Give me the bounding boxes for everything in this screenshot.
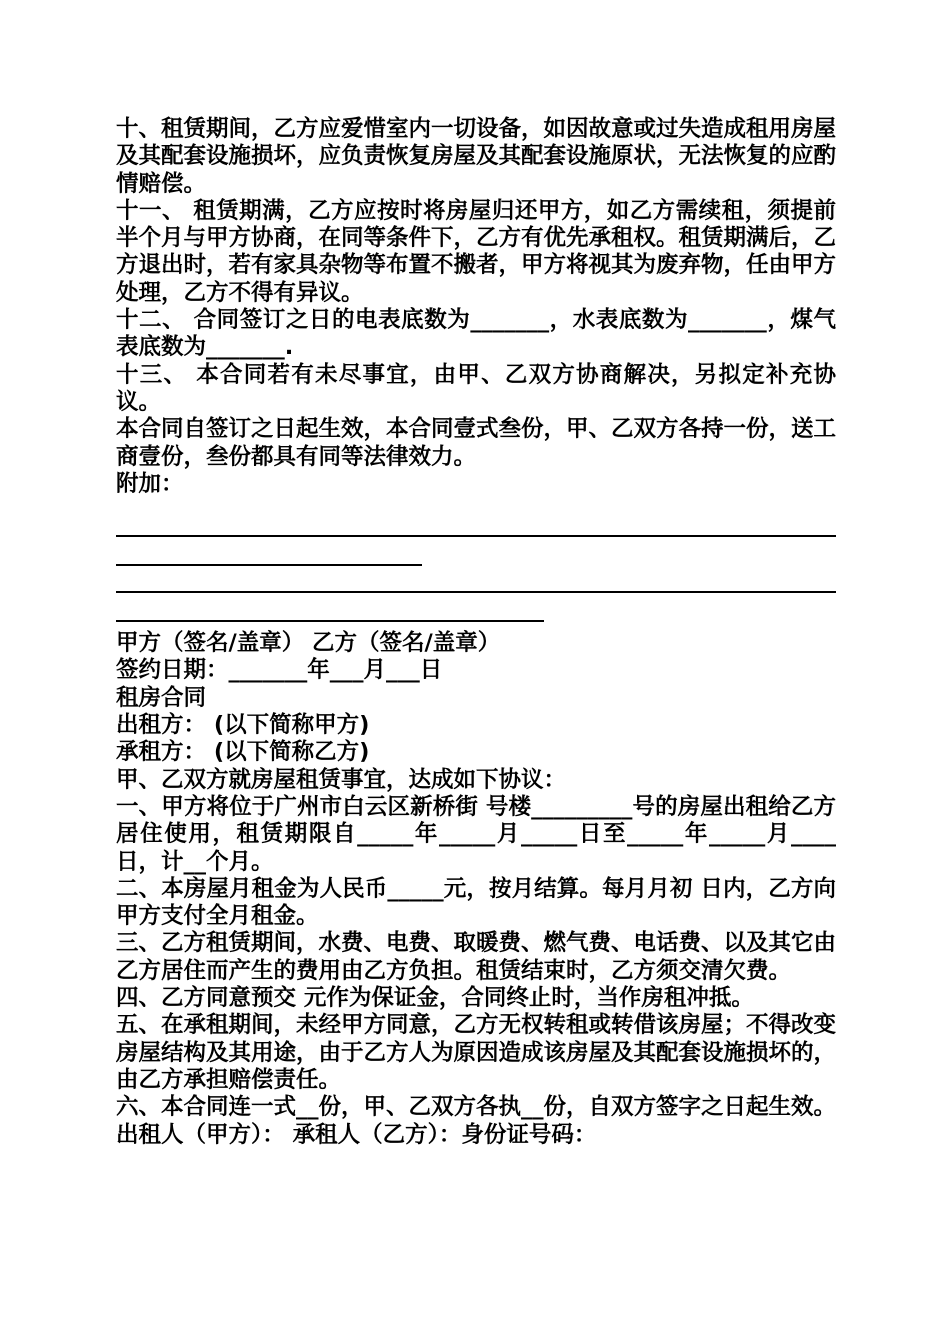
clause-4: 四、乙方同意预交 元作为保证金，合同终止时，当作房租冲抵。 <box>116 985 754 1012</box>
clause-11: 十一、 租赁期满，乙方应按时将房屋归还甲方，如乙方需续租，须提前半个月与甲方协商，在同等条件下，乙方有优先承租权。租赁期满后，乙方退出时，若有家具杂物等布置不搬者，甲方将视其为废弃物，任由甲方处理，乙方不得有异议。 <box>116 197 837 306</box>
attachment-rule-line <box>116 591 836 593</box>
lessor-line: 出租方： (以下简称甲方) <box>116 712 370 739</box>
clause-2: 二、本房屋月租金为人民币_____元，按月结算。每月月初 日内，乙方向甲方支付全月租金。 <box>116 875 836 930</box>
attachment-label: 附加： <box>116 470 184 497</box>
signing-date: 签约日期：_______年___月___日 <box>116 657 443 684</box>
clause-10: 十、租赁期间，乙方应爱惜室内一切设备，如因故意或过失造成租用房屋及其配套设施损坏，应负责恢复房屋及其配套设施原状，无法恢复的应酌情赔偿。 <box>116 116 837 197</box>
clause-3: 三、乙方租赁期间，水费、电费、取暖费、燃气费、电话费、以及其它由乙方居住而产生的费用由乙方负担。租赁结束时，乙方须交清欠费。 <box>116 930 837 984</box>
contract-title: 租房合同 <box>116 684 207 711</box>
document-page <box>116 116 836 1149</box>
clause-12-meter-readings: 十二、 合同签订之日的电表底数为_______，水表底数为_______，煤气表底数为_______. <box>116 307 836 361</box>
effective-clause: 本合同自签订之日起生效，本合同壹式叁份，甲、乙双方各持一份，送工商壹份，叁份都具有同等法律效力。 <box>116 416 837 470</box>
clause-1: 一、甲方将位于广州市白云区新桥街 号楼_________号的房屋出租给乙方居住使用，租赁期限自_____年_____月_____日至_____年_____月____日，计__个月。 <box>116 793 836 875</box>
parties-id-line: 出租人（甲方）： 承租人（乙方）：身份证号码： <box>116 1121 597 1148</box>
clause-5: 五、在承租期间，未经甲方同意，乙方无权转租或转借该房屋；不得改变房屋结构及其用途，由于乙方人为原因造成该房屋及其配套设施损坏的，由乙方承担赔偿责任。 <box>116 1012 837 1093</box>
attachment-rule-line <box>116 535 836 537</box>
agreement-intro: 甲、乙双方就房屋租赁事宜，达成如下协议： <box>116 766 567 793</box>
signature-parties: 甲方（签名/盖章） 乙方（签名/盖章） <box>116 630 501 657</box>
lessee-line: 承租方： (以下简称乙方) <box>116 739 370 766</box>
clause-6: 六、本合同连一式__份，甲、乙双方各执__份，自双方签字之日起生效。 <box>116 1094 837 1121</box>
clause-13: 十三、 本合同若有未尽事宜，由甲、乙双方协商解决，另拟定补充协议。 <box>116 361 836 415</box>
